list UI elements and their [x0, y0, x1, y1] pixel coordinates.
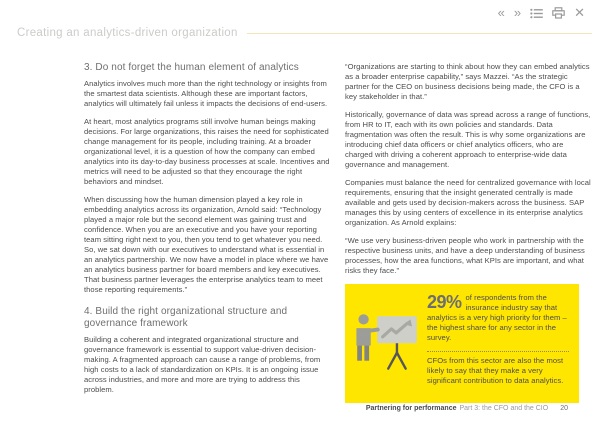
report-part-title: Part 3: the CFO and the CIO: [459, 405, 549, 412]
print-icon[interactable]: [552, 6, 565, 20]
left-column: [84, 62, 331, 403]
running-header: [17, 27, 592, 39]
paragraph: Analytics involves much more than the right technology or insights from the smartest data scientists. Although these are important factors, analytics will ultimately fail unless it impacts the decisions of end-users.: [84, 79, 328, 109]
presenter-with-chart-easel-icon: [351, 293, 427, 394]
stat-value: 29%: [427, 292, 462, 313]
viewer-toolbar: [498, 6, 585, 20]
page-title: Creating an analytics-driven organization: [17, 27, 238, 39]
stat-callout: [345, 284, 579, 403]
paragraph: Companies must balance the need for centralized governance with local requirements, ensuring that the insight generated centrally is made available and gets used by decision-makers across the business. SAP manages this by using centers of excellence in its enterprise analytics organization. As Arnold explains:: [345, 178, 591, 228]
double-chevron-right-icon[interactable]: »: [513, 5, 522, 20]
paragraph: “Organizations are starting to think about how they can embed analytics as a broader enterprise capability,” says Mazzei. “As the strategic partner for the CEO on business decisions being made, the CFO is a key stakeholder in that.”: [345, 62, 590, 102]
page-number: 20: [560, 405, 568, 412]
paragraph: Building a coherent and integrated organizational structure and governance framework is essential to support value-driven decision-making. A fragmented approach can cause a range of problems, from high costs to a lack of standardization on KPIs. It is an ongoing issue across industries, and more and more are trying to address this problem.: [84, 335, 321, 395]
stat-text: of respondents from the insurance industry say that analytics is a very high priority for them – the highest share for any sector in the survey.: [427, 293, 567, 343]
paragraph: “We use very business-driven people who work in partnership with the respective business units, and have a deep understanding of business processes, how the area functions, what KPIs are important, and what risks they face.”: [345, 236, 585, 276]
double-chevron-left-icon[interactable]: «: [497, 5, 505, 20]
paragraph: Historically, governance of data was spread across a range of functions, from HR to IT, each with its own policies and standards. Data fragmentation was often the result. This is why some organizations are introducing chief data officers or chief analytics officers, who are charged with driving a coherent approach to enterprise-wide data governance and management.: [345, 110, 591, 170]
header-rule-line: [247, 33, 592, 34]
contents-list-icon[interactable]: [530, 6, 543, 20]
close-icon[interactable]: ✕: [574, 5, 585, 20]
report-series-title: Partnering for performance: [365, 405, 457, 412]
right-column: [345, 62, 591, 403]
section-heading-3: 3. Do not forget the human element of analytics: [84, 62, 299, 73]
callout-body: [427, 293, 569, 394]
page-footer: [366, 405, 568, 412]
paragraph: At heart, most analytics programs still involve human beings making decisions. For large organizations, this raises the need for sophisticated change management for its people, including training. At a broader organizational level, it is a question of how the company can embed analytics into its day-to-day business processes at scale. Incentives and metrics will need to be adjusted so that they encourage the right behaviors and mindset.: [84, 117, 330, 187]
dotted-divider: [427, 351, 569, 352]
callout-secondary-paragraph: CFOs from this sector are also the most likely to say that they make a very significant contribution to data analytics.: [427, 356, 564, 386]
section-heading-4: 4. Build the right organizational structure and governance framework: [84, 306, 288, 330]
paragraph: When discussing how the human dimension played a key role in embedding analytics across its organization, Arnold said: “Technology played a major role but the second element was gaining trust and confidence. When you are an executive and you have your reporting team sitting right next to you, then you tend to get whatever you need. So, we sat down with our executives to understand what is essential in an analytics partnership. We now have a model in place where we have an analytics business partner for board members and key executives. That business partner leverages the enterprise analytics team to meet those reporting requirements.”: [84, 195, 329, 295]
callout-stat-paragraph: [427, 293, 569, 343]
